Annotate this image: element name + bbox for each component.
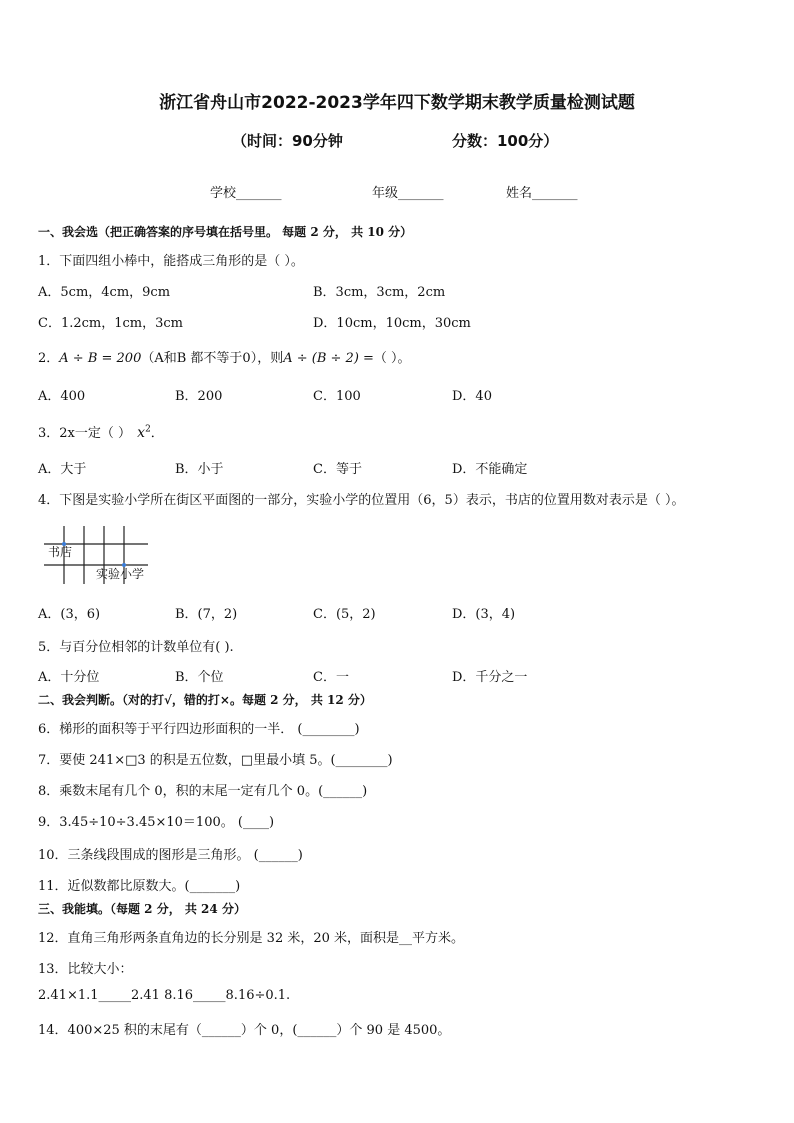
school-label: 实验小学 [96,567,145,581]
q6: 6．梯形的面积等于平行四边形面积的一半． (________) [38,722,360,737]
q5-stem: 5．与百分位相邻的计数单位有( ). [38,640,234,655]
name-field: 姓名_______ [506,186,578,201]
q4-option-d: D．(3，4) [452,607,516,622]
street-grid-figure [38,522,168,588]
q3-option-b: B．小于 [175,462,224,477]
q2-formula-1: A ÷ B = 200 [59,351,142,366]
q3-stem-row [38,422,164,441]
q3-exponent: 2 [145,424,151,435]
q3-option-c: C．等于 [313,462,362,477]
q2-option-c: C．100 [313,389,361,404]
q3-stem: 3．2x一定（ ） [38,426,132,441]
q10: 10．三条线段围成的图形是三角形。 (______) [38,848,303,863]
q5-option-c: C．一 [313,670,349,685]
q5-option-d: D．千分之一 [452,670,528,685]
section-1-heading: 一、我会选（把正确答案的序号填在括号里。 每题 2 分， 共 10 分） [38,225,413,239]
q1-option-d: D．10cm，10cm，30cm [313,316,471,331]
q13-comparison: 2.41×1.1_____2.41 8.16_____8.16÷0.1. [38,988,291,1003]
q12: 12．直角三角形两条直角边的长分别是 32 米，20 米，面积是__平方米。 [38,931,465,946]
q2-condition: （A和B 都不等于0），则 [141,351,284,366]
school-field: 学校_______ [210,186,282,201]
q3-option-a: A．大于 [38,462,87,477]
page-title: 浙江省舟山市2022-2023学年四下数学期末教学质量检测试题 [159,93,635,113]
exam-score: 分数：100分） [452,132,559,150]
q2-option-a: A．400 [38,389,86,404]
q4-stem: 4．下图是实验小学所在街区平面图的一部分，实验小学的位置用（6，5）表示，书店的位置用数对表示是（ ）。 [38,493,685,508]
q1-stem: 1．下面四组小棒中，能搭成三角形的是（ ）。 [38,254,304,269]
q11: 11．近似数都比原数大。(_______) [38,879,241,894]
q3-period: ． [150,426,164,441]
bookstore-label: 书店 [48,545,73,559]
q9: 9．3.45÷10÷3.45×10＝100。 (____) [38,815,275,830]
q2-stem [38,347,411,366]
grade-field: 年级_______ [372,186,444,201]
q1-option-b: B．3cm，3cm，2cm [313,285,446,300]
section-2-heading: 二、我会判断。（对的打√，错的打×。每题 2 分， 共 12 分） [38,693,372,707]
q4-option-c: C．(5，2) [313,607,376,622]
q3-option-d: D．不能确定 [452,462,528,477]
q2-option-b: B．200 [175,389,223,404]
q1-option-a: A．5cm，4cm，9cm [38,285,171,300]
q7: 7．要使 241×□3 的积是五位数，□里最小填 5。(________) [38,753,393,768]
q3-variable: x [137,425,146,441]
q8: 8．乘数末尾有几个 0，积的末尾一定有几个 0。(______) [38,784,368,799]
q4-option-a: A．(3，6) [38,607,101,622]
section-3-heading: 三、我能填。（每题 2 分， 共 24 分） [38,902,246,916]
q5-option-a: A．十分位 [38,670,100,685]
q14: 14．400×25 积的末尾有（______）个 0，(______）个 90 是 4500。 [38,1023,451,1038]
q2-option-d: D．40 [452,389,492,404]
q2-number: 2． [38,351,60,366]
q4-option-b: B．(7，2) [175,607,238,622]
q13-stem: 13．比较大小： [38,962,133,977]
q2-blank: （ ）。 [373,351,411,366]
q5-option-b: B．个位 [175,670,224,685]
q2-formula-2: A ÷ (B ÷ 2) = [283,351,374,366]
exam-time: （时间：90分钟 [232,132,343,150]
q1-option-c: C．1.2cm，1cm，3cm [38,316,183,331]
